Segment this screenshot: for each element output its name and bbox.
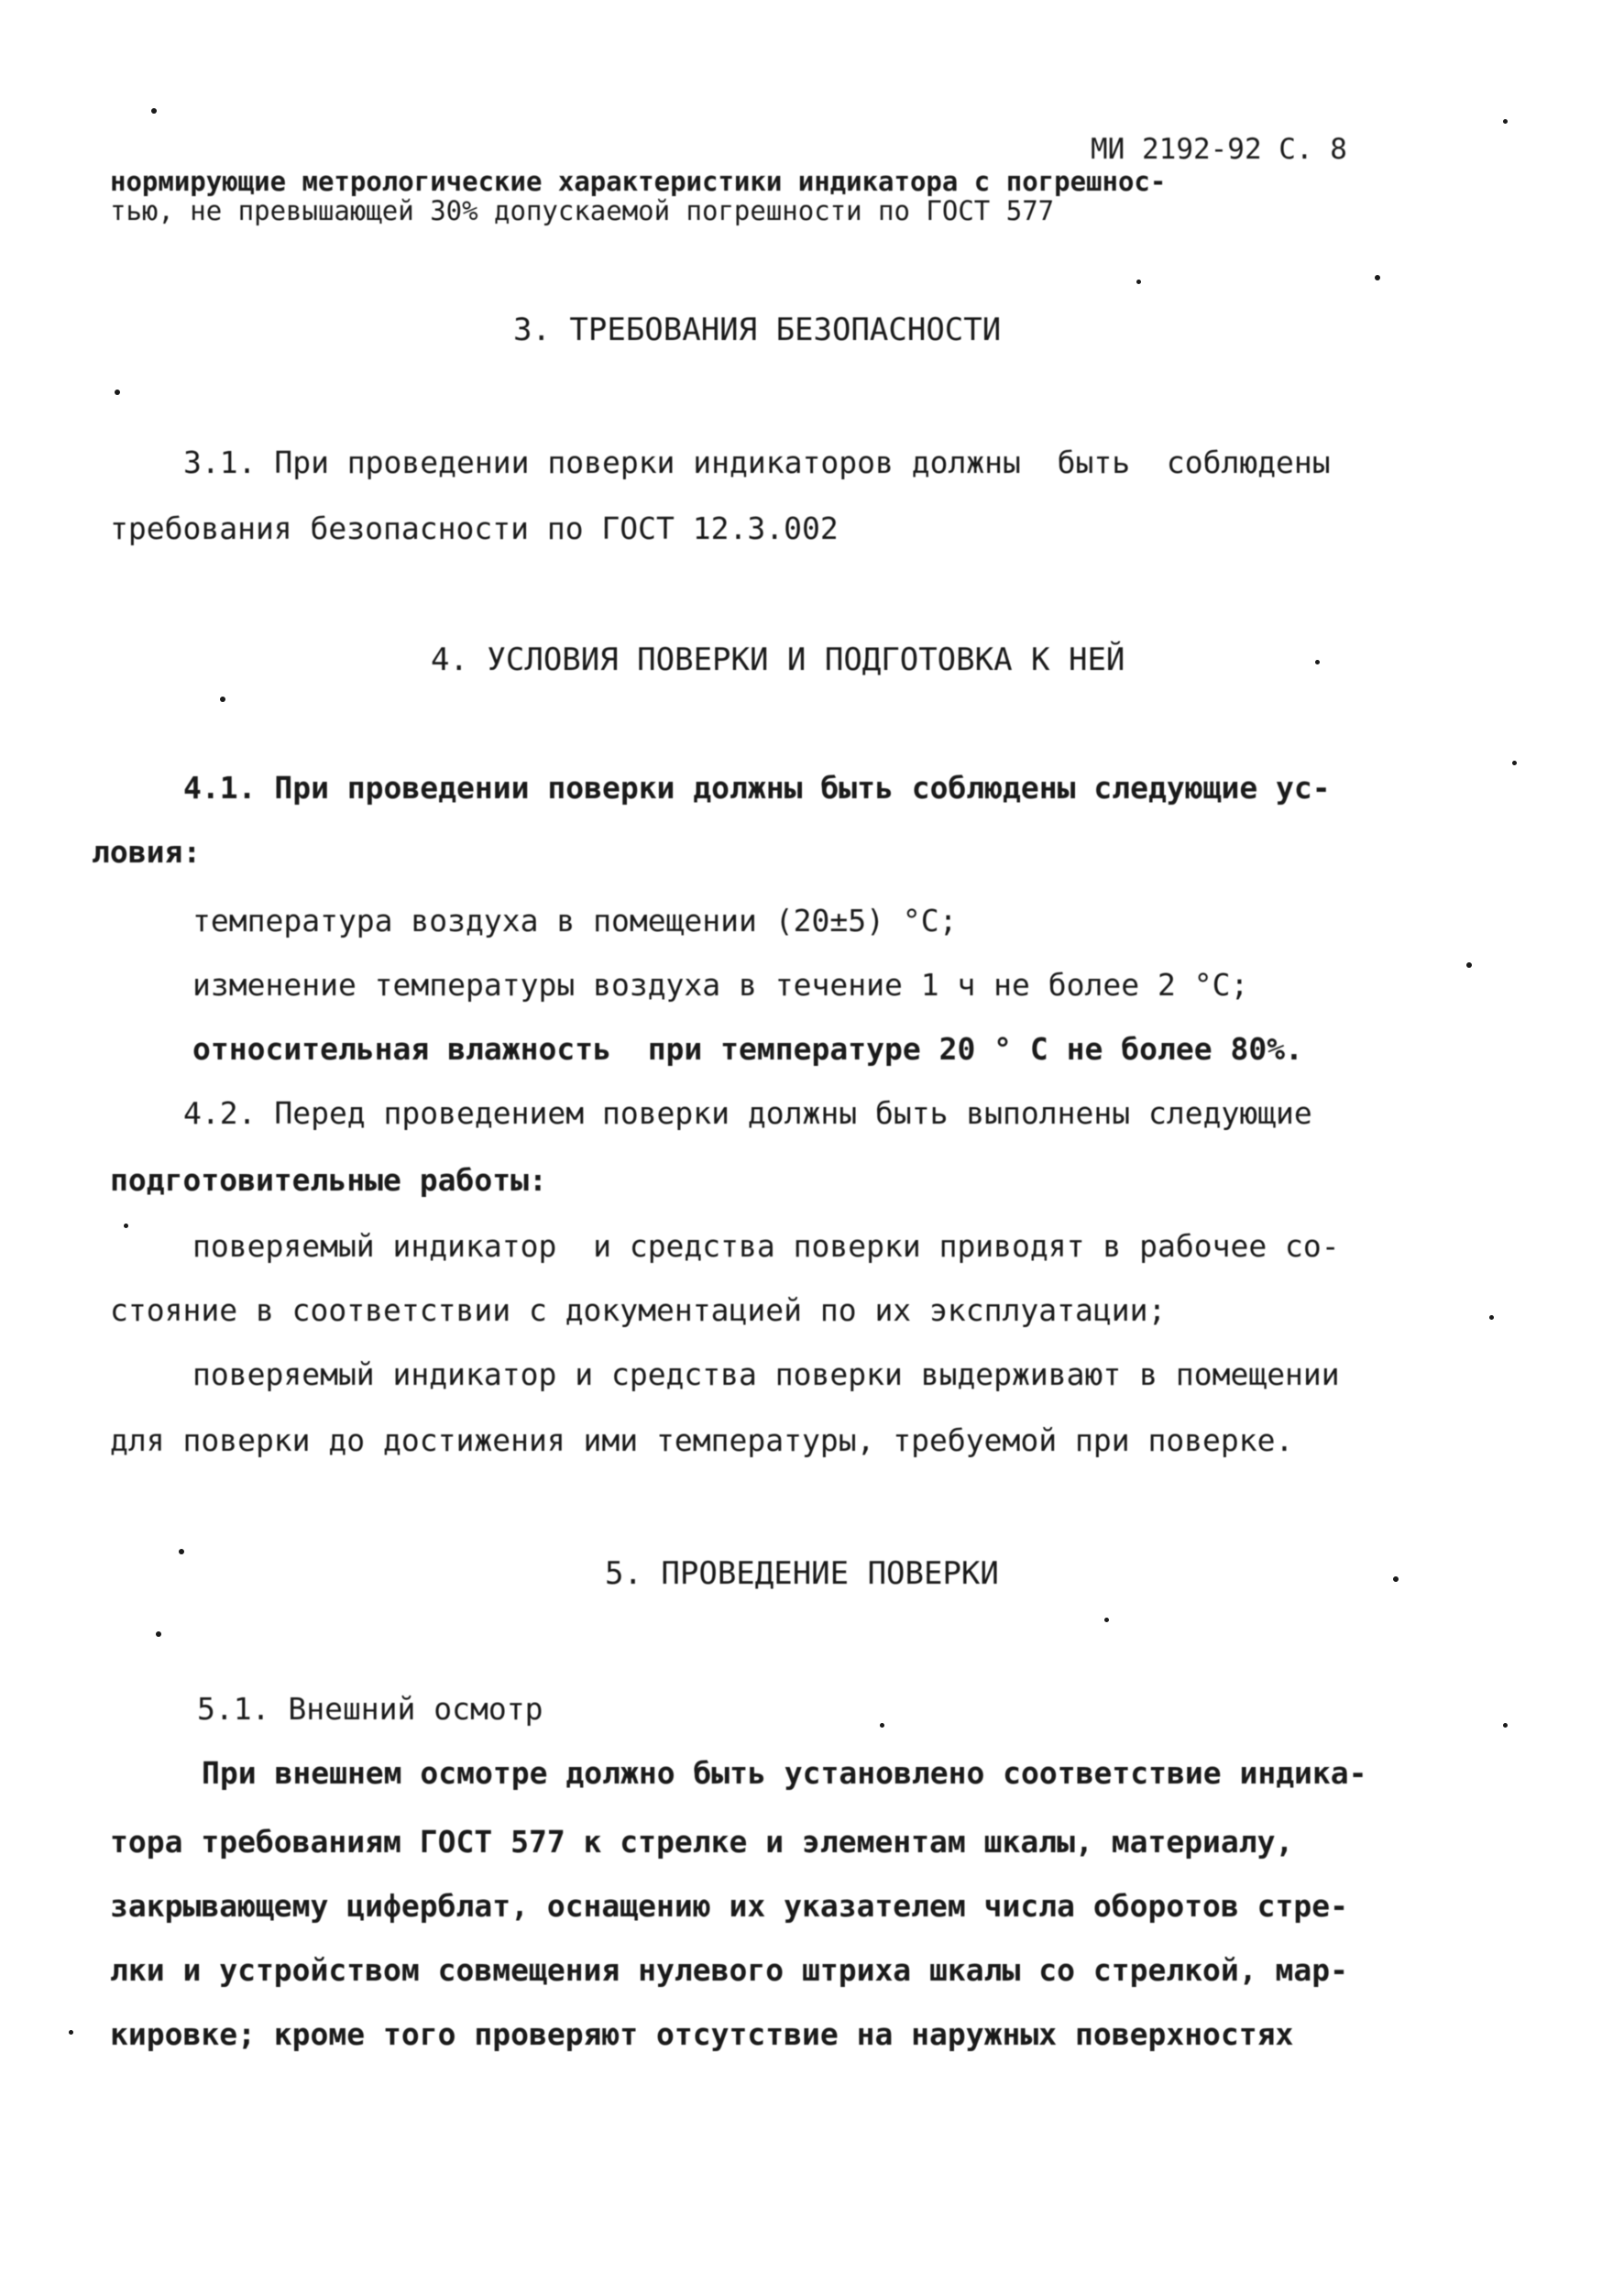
scan-speck xyxy=(179,1549,184,1554)
intro-line-2: тью, не превышающей 30% допускаемой погрешности по ГОСТ 577 xyxy=(110,195,1055,226)
scan-speck xyxy=(1104,1618,1109,1622)
para-5-1-line-2: тора требованиям ГОСТ 577 к стрелке и элементам шкалы, материалу, xyxy=(110,1824,1294,1860)
scan-speck xyxy=(115,390,120,395)
scan-speck xyxy=(1315,660,1320,664)
para-5-1-line-3: закрывающему циферблат, оснащению их указателем числа оборотов стре- xyxy=(110,1888,1349,1924)
para-4-2-line-2: подготовительные работы: xyxy=(110,1162,547,1198)
scan-speck xyxy=(151,108,157,114)
condition-humidity: относительная влажность при температуре 20 ° С не более 80%. xyxy=(192,1031,1303,1067)
scan-speck xyxy=(124,1224,128,1228)
scan-speck xyxy=(880,1723,884,1728)
para-3-1-line-2: требования безопасности по ГОСТ 12.3.002 xyxy=(110,510,839,546)
work-item-1-line-2: стояние в соответствии с документацией по их эксплуатации; xyxy=(110,1292,1167,1328)
section-4-heading: 4. УСЛОВИЯ ПОВЕРКИ И ПОДГОТОВКА К НЕЙ xyxy=(431,642,1125,678)
scan-speck xyxy=(69,2030,73,2035)
scan-speck xyxy=(1512,761,1517,765)
condition-temp-change: изменение температуры воздуха в течение 1 ч не более 2 °С; xyxy=(192,967,1249,1003)
scan-speck xyxy=(220,697,225,702)
para-4-1-line-1: 4.1. При проведении поверки должны быть соблюдены следующие ус- xyxy=(183,770,1331,806)
para-4-2-line-1: 4.2. Перед проведением поверки должны быть выполнены следующие xyxy=(183,1095,1312,1131)
work-item-2-line-1: поверяемый индикатор и средства поверки выдерживают в помещении xyxy=(192,1356,1340,1392)
scan-speck xyxy=(156,1631,161,1637)
condition-temperature: температура воздуха в помещении (20±5) °С; xyxy=(192,903,958,938)
para-5-1-line-1: При внешнем осмотре должно быть установлено соответствие индика- xyxy=(202,1755,1367,1791)
para-3-1-line-1: 3.1. При проведении поверки индикаторов должны быть соблюдены xyxy=(183,445,1331,480)
para-5-1-line-4: лки и устройством совмещения нулевого штриха шкалы со стрелкой, мар- xyxy=(110,1952,1349,1988)
page-reference: МИ 2192-92 С. 8 xyxy=(1091,133,1347,166)
scan-speck xyxy=(1503,119,1508,124)
para-5-1-line-5: кировке; кроме того проверяют отсутствие на наружных поверхностях xyxy=(110,2016,1294,2052)
scan-speck xyxy=(1503,1723,1508,1728)
subsection-5-1-title: 5.1. Внешний осмотр xyxy=(197,1691,543,1727)
work-item-1-line-1: поверяемый индикатор и средства поверки приводят в рабочее со- xyxy=(192,1228,1340,1264)
scan-speck xyxy=(1375,275,1380,280)
scan-speck xyxy=(1489,1315,1494,1320)
work-item-2-line-2: для поверки до достижения ими температуры, требуемой при поверке. xyxy=(110,1422,1294,1458)
section-3-heading: 3. ТРЕБОВАНИЯ БЕЗОПАСНОСТИ xyxy=(513,312,1002,348)
scan-speck xyxy=(1393,1576,1399,1582)
para-4-1-line-2: ловия: xyxy=(92,834,202,870)
section-5-heading: 5. ПРОВЕДЕНИЕ ПОВЕРКИ xyxy=(605,1555,999,1592)
scan-speck xyxy=(1136,280,1141,284)
scan-speck xyxy=(1466,962,1472,968)
intro-line-1: нормирующие метрологические характеристики индикатора с погрешнос- xyxy=(110,166,1167,197)
